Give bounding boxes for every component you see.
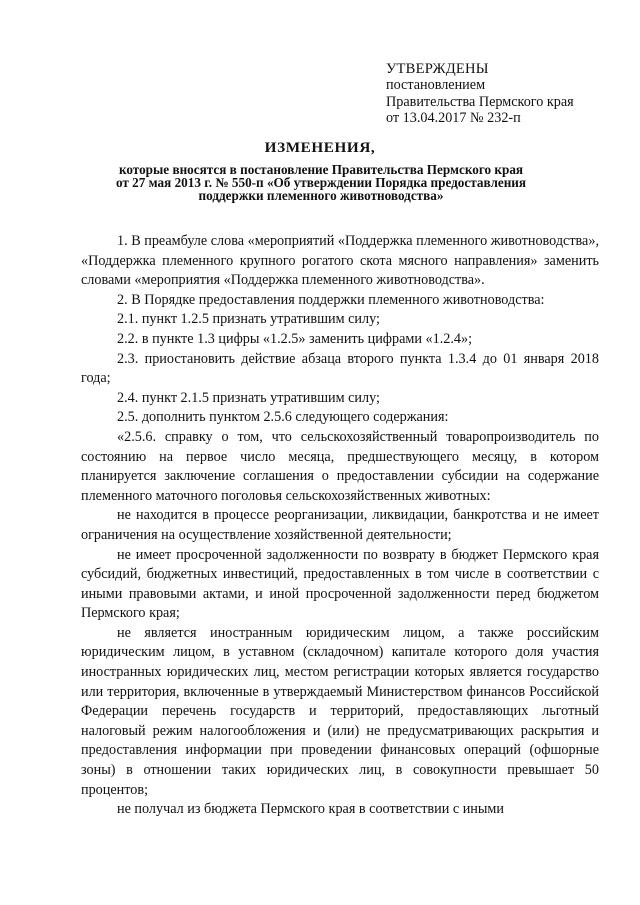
- document-body: [81, 232, 599, 820]
- document-subtitle: [60, 163, 582, 203]
- body-paragraph: 2.5. дополнить пунктом 2.5.6 следующего содержания:: [117, 409, 449, 426]
- body-paragraph: не получал из бюджета Пермского края в соответствии с иными: [117, 801, 504, 818]
- body-paragraph: не имеет просроченной задолженности по возврату в бюджет Пермского края субсидий, бюджетных инвестиций, предоставленных в том числе в соответствии с иными правовыми актами, и иной просроченной задолженности перед бюджетом Пермского края;: [81, 546, 599, 622]
- body-paragraph: не является иностранным юридическим лицом, а также российским юридическим лицом, в уставном (складочном) капитале которого доля участия иностранных юридических лиц, местом регистрации которых является государство или территория, включенные в утверждаемый Министерством финансов Российской Федерации перечень государств и территорий, предоставляющих льготный налоговый режим налогообложения и (или) не предусматривающих раскрытия и предоставления информации при проведении финансовых операций (офшорные зоны) в отношении таких юридических лиц, в совокупности превышает 50 процентов;: [81, 624, 599, 798]
- approval-line: Правительства Пермского края: [386, 93, 574, 110]
- body-paragraph: 2.3. приостановить действие абзаца второго пункта 1.3.4 до 01 января 2018 года;: [81, 350, 599, 387]
- body-paragraph: 2. В Порядке предоставления поддержки племенного животноводства:: [117, 291, 545, 308]
- subtitle-line: от 27 мая 2013 г. № 550-п «Об утверждении Порядка предоставления: [115, 175, 527, 191]
- document-title: ИЗМЕНЕНИЯ,: [264, 139, 376, 156]
- body-paragraph: 1. В преамбуле слова «мероприятий «Поддержка племенного животноводства», «Поддержка племенного крупного рогатого скота мясного направления» заменить словами «мероприятия «Поддержка племенного животноводства».: [81, 233, 599, 289]
- body-paragraph: не находится в процессе реорганизации, ликвидации, банкротства и не имеет ограничения на осуществление хозяйственной деятельности;: [81, 507, 599, 543]
- body-paragraph: «2.5.6. справку о том, что сельскохозяйственный товаропроизводитель по состоянию на первое число месяца, предшествующего месяцу, в котором планируется заключение соглашения о предоставлении субсидии на содержание племенного маточного поголовья сельскохозяйственных животных:: [81, 428, 599, 504]
- approval-heading: УТВЕРЖДЕНЫ: [386, 61, 489, 77]
- body-paragraph: 2.1. пункт 1.2.5 признать утратившим силу;: [117, 311, 380, 328]
- approval-block: [386, 61, 626, 127]
- approval-line: постановлением: [386, 77, 486, 94]
- subtitle-line: которые вносятся в постановление Правительства Пермского края: [118, 162, 524, 177]
- body-paragraph: 2.4. пункт 2.1.5 признать утратившим силу;: [117, 389, 380, 406]
- body-paragraph: 2.2. в пункте 1.3 цифры «1.2.5» заменить цифрами «1.2.4»;: [117, 330, 473, 347]
- approval-date-number: от 13.04.2017 № 232-п: [386, 110, 521, 127]
- subtitle-line: поддержки племенного животноводства»: [198, 188, 444, 204]
